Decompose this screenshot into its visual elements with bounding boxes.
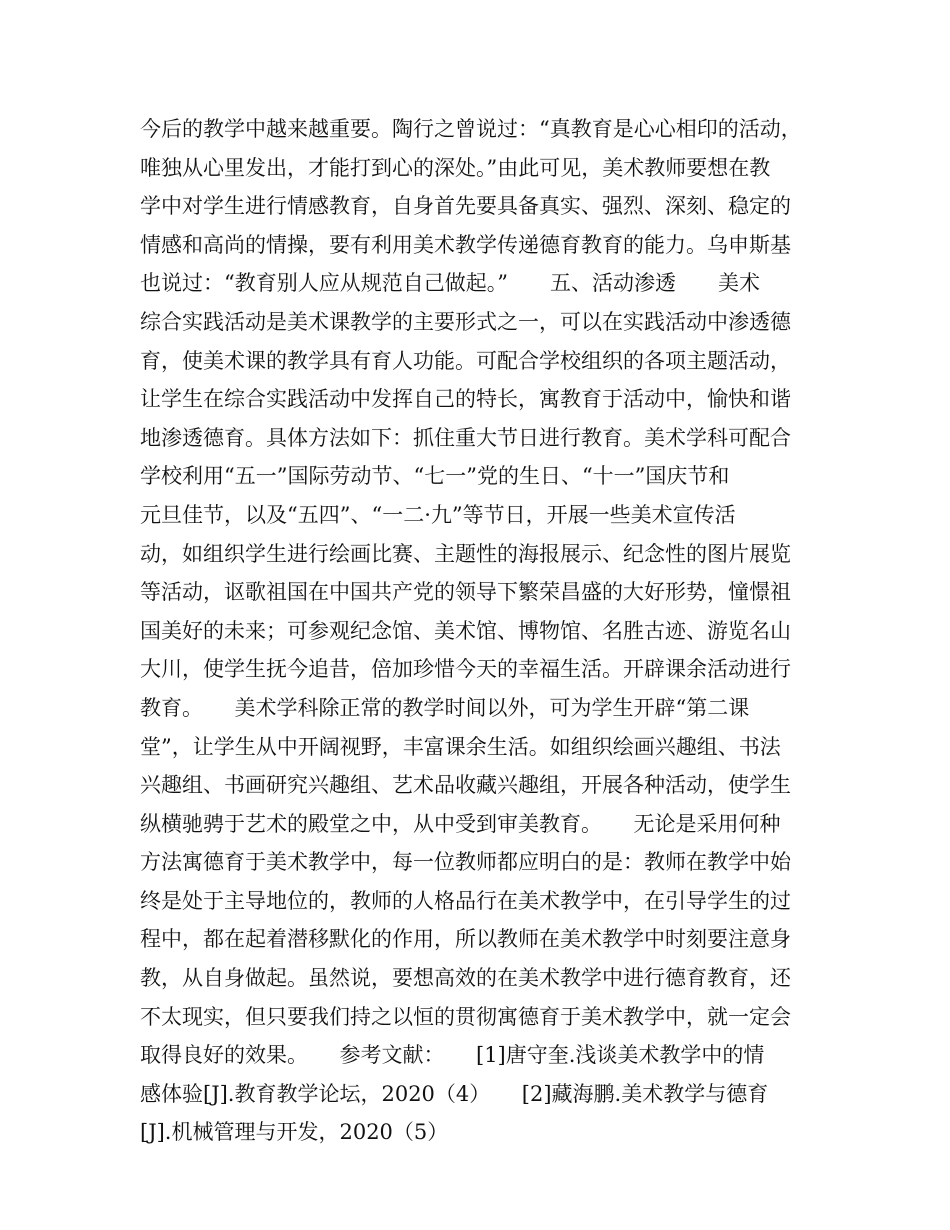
text-line: 综合实践活动是美术课教学的主要形式之一，可以在实践活动中渗透德 xyxy=(140,309,791,334)
text-line: 地渗透德育。具体方法如下：抓住重大节日进行教育。美术学科可配合 xyxy=(140,425,791,450)
text-line: 大川，使学生抚今追昔，倍加珍惜今天的幸福生活。开辟课余活动进行 xyxy=(140,657,791,682)
text-line: 程中，都在起着潜移默化的作用，所以教师在美术教学中时刻要注意身 xyxy=(140,927,791,952)
text-line: 今后的教学中越来越重要。陶行之曾说过：“真教育是心心相印的活动， xyxy=(140,117,802,141)
text-line: 学校利用“五一”国际劳动节、“七一”党的生日、“十一”国庆节和 xyxy=(140,464,730,489)
text-line: 教，从自身做起。虽然说，要想高效的在美术教学中进行德育教育，还 xyxy=(140,966,791,991)
text-line: 元旦佳节，以及“五四”、“一二·九”等节日，开展一些美术宣传活 xyxy=(140,502,736,527)
text-line: 也说过：“教育别人应从规范自己做起。” 五、活动渗透 美术 xyxy=(140,271,760,296)
text-line: [J].机械管理与开发，2020（5） xyxy=(140,1120,449,1145)
text-line: 感体验[J].教育教学论坛，2020（4） [2]藏海鹏.美术教学与德育 xyxy=(140,1081,769,1106)
text-line: 堂”，让学生从中开阔视野，丰富课余生活。如组织绘画兴趣组、书法 xyxy=(140,734,781,759)
text-line: 育，使美术课的教学具有育人功能。可配合学校组织的各项主题活动， xyxy=(140,348,791,373)
text-line: 情感和高尚的情操，要有利用美术教学传递德育教育的能力。乌申斯基 xyxy=(140,232,791,257)
text-line: 等活动，讴歌祖国在中国共产党的领导下繁荣昌盛的大好形势，憧憬祖 xyxy=(140,580,791,605)
body-text xyxy=(140,110,820,1152)
text-line: 教育。 美术学科除正常的教学时间以外，可为学生开辟“第二课 xyxy=(140,695,750,720)
text-line: 纵横驰骋于艺术的殿堂之中，从中受到审美教育。 无论是采用何种 xyxy=(140,811,781,836)
text-line: 让学生在综合实践活动中发挥自己的特长，寓教育于活动中，愉快和谐 xyxy=(140,387,791,412)
text-line: 不太现实，但只要我们持之以恒的贯彻寓德育于美术教学中，就一定会 xyxy=(140,1004,791,1029)
text-line: 取得良好的效果。 参考文献： [1]唐守奎.浅谈美术教学中的情 xyxy=(140,1043,765,1068)
text-line: 唯独从心里发出，才能打到心的深处。”由此可见，美术教师要想在教 xyxy=(140,155,771,180)
text-line: 动，如组织学生进行绘画比赛、主题性的海报展示、纪念性的图片展览 xyxy=(140,541,791,566)
text-line: 兴趣组、书画研究兴趣组、艺术品收藏兴趣组，开展各种活动，使学生 xyxy=(140,773,791,798)
text-line: 终是处于主导地位的，教师的人格品行在美术教学中，在引导学生的过 xyxy=(140,888,791,913)
text-line: 国美好的未来；可参观纪念馆、美术馆、博物馆、名胜古迹、游览名山 xyxy=(140,618,791,643)
text-line: 方法寓德育于美术教学中，每一位教师都应明白的是：教师在教学中始 xyxy=(140,850,791,875)
text-line: 学中对学生进行情感教育，自身首先要具备真实、强烈、深刻、稳定的 xyxy=(140,194,791,219)
